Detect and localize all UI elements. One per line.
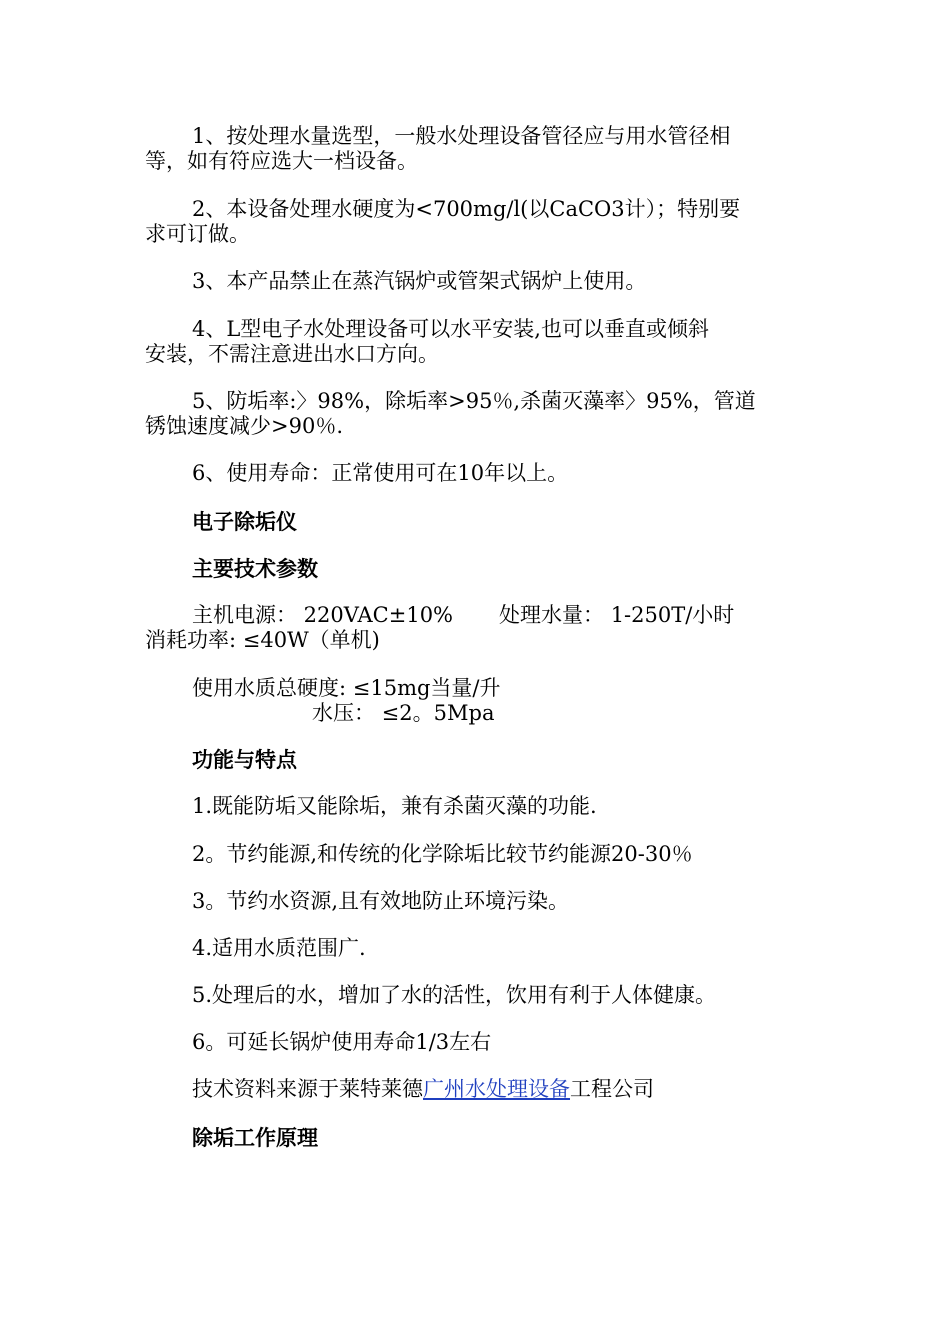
item-1 [145, 124, 815, 174]
item-5 [145, 389, 815, 439]
item-4-line-1: 4、L型电子水处理设备可以水平安装,也可以垂直或倾斜 [192, 317, 709, 341]
feature-6: 6。可延长锅炉使用寿命1/3左右 [192, 1030, 492, 1054]
item-2 [145, 197, 815, 247]
param-power: 主机电源： 220VAC±10% [192, 603, 454, 627]
params-block [145, 603, 815, 653]
link-guangzhou-water-equipment[interactable]: 广州水处理设备 [423, 1077, 570, 1101]
item-4-line-2: 安装，不需注意进出水口方向。 [145, 342, 439, 366]
item-2-line-1: 2、本设备处理水硬度为<700mg/l(以CaCO3计）；特别要 [192, 197, 741, 221]
item-2-line-2: 求可订做。 [145, 222, 250, 246]
item-3-line-1: 3、本产品禁止在蒸汽锅炉或管架式锅炉上使用。 [192, 269, 647, 293]
heading-features: 功能与特点 [192, 747, 297, 772]
params-line-1 [145, 603, 815, 628]
source-line [192, 1077, 654, 1102]
heading-descaling-principle: 除垢工作原理 [192, 1125, 318, 1150]
param-hardness: 使用水质总硬度: ≤15mg当量/升 [192, 676, 501, 700]
param-pressure: 水压： ≤2。5Mpa [312, 701, 495, 725]
item-5-line-2: 锈蚀速度减少>90％. [145, 414, 343, 438]
heading-technical-params: 主要技术参数 [192, 556, 318, 581]
feature-3: 3。节约水资源,且有效地防止环境污染。 [192, 889, 570, 913]
item-6 [145, 461, 815, 486]
item-3 [145, 269, 815, 294]
source-suffix: 工程公司 [570, 1077, 654, 1101]
item-1-line-2: 等，如有符应选大一档设备。 [145, 149, 418, 173]
source-prefix: 技术资料来源于莱特莱德 [192, 1077, 423, 1101]
heading-electronic-descaler: 电子除垢仪 [192, 509, 297, 534]
item-1-line-1: 1、按处理水量选型，一般水处理设备管径应与用水管径相 [192, 124, 731, 148]
param-flow: 处理水量： 1-250T/小时 [499, 603, 735, 627]
feature-4: 4.适用水质范围广. [192, 936, 366, 960]
item-6-line-1: 6、使用寿命：正常使用可在10年以上。 [192, 461, 569, 485]
feature-1: 1.既能防垢又能除垢，兼有杀菌灭藻的功能. [192, 794, 597, 818]
item-4 [145, 317, 815, 367]
feature-5: 5.处理后的水，增加了水的活性，饮用有利于人体健康。 [192, 983, 717, 1007]
item-5-line-1: 5、防垢率:〉98%，除垢率>95％,杀菌灭藻率〉95%，管道 [192, 389, 756, 413]
feature-2: 2。节约能源,和传统的化学除垢比较节约能源20-30％ [192, 842, 693, 866]
param-consumption: 消耗功率: ≤40W（单机) [145, 628, 380, 652]
